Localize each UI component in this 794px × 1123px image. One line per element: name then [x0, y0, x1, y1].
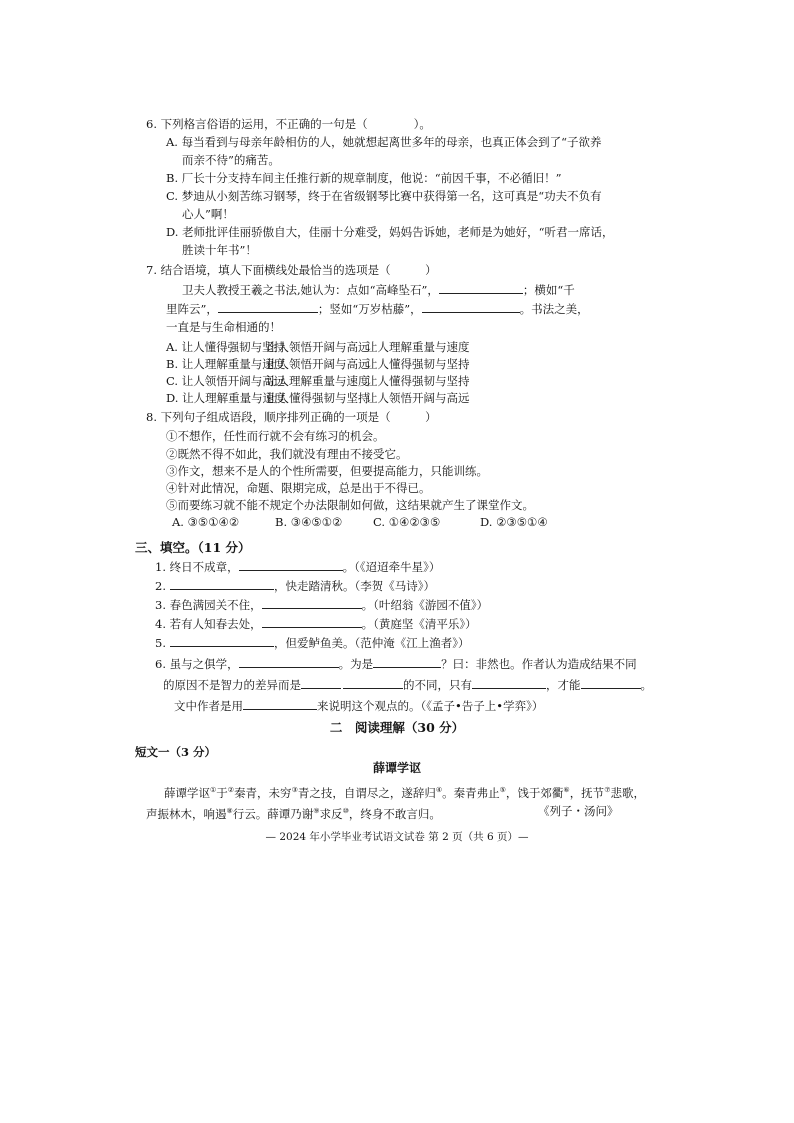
- q6-option-d-line1: D. 老师批评佳丽骄傲自大，佳丽十分难受，妈妈告诉她，老师是为她好，“听君一席话，: [166, 225, 614, 239]
- q7-option-text: 让人理解重量与速度: [366, 340, 470, 354]
- q7-text: ；竖如“万岁枯藤”，: [317, 302, 422, 316]
- q7-option-text: 让人懂得强韧与坚持: [366, 374, 470, 388]
- q7-text: 卫夫人教授王羲之书法,她认为：点如“高峰坠石”，: [182, 283, 439, 297]
- q8-choice-b: B. ③④⑤①②: [275, 515, 343, 529]
- fill-blank-2[interactable]: [170, 577, 274, 590]
- fill-text: 5.: [155, 636, 166, 650]
- passage-line-2: [146, 803, 441, 822]
- fill-text: 6. 虽与之俱学，: [155, 657, 239, 671]
- passage-text: 求反: [319, 806, 343, 821]
- q8-stem: 8. 下列句子组成语段，顺序排列正确的一项是（ ）: [146, 410, 437, 424]
- q8-sentence-1: ①不想作，任性而行就不会有练习的机会。: [166, 429, 385, 443]
- fill-item-4: [155, 615, 477, 632]
- q6-option-b: B. 厂长十分支持车间主任推行新的规章制度，他说：“前因千事，不必循旧！”: [166, 171, 562, 185]
- fill-blank-6e[interactable]: [472, 676, 546, 689]
- q7-blank-3[interactable]: [422, 300, 520, 313]
- q7-text: ；横如“千: [522, 283, 575, 297]
- q7-option-c: [166, 373, 470, 389]
- passage-text: 青之技，自谓尽之，遂辞归: [297, 785, 436, 800]
- fill-text: 。为是: [338, 657, 374, 671]
- fill-item-2: [155, 577, 435, 594]
- q8-choice-c: C. ①④②③⑤: [373, 515, 441, 529]
- fill-blank-6d[interactable]: [343, 676, 403, 689]
- q7-option-d: [166, 390, 470, 406]
- q7-passage-line3: 一直是与生命相通的！: [166, 320, 281, 334]
- q6-option-c-line1: C. 梦迪从小刻苦练习钢琴，终于在省级钢琴比赛中获得第一名，这可真是“功夫不负有: [166, 189, 602, 203]
- passage-text: 声振林木，响遏: [146, 806, 227, 821]
- fill-text: 。（《迢迢牵牛星》）: [342, 560, 441, 574]
- fill-text: 。: [640, 678, 652, 692]
- fill-blank-6a[interactable]: [239, 655, 339, 668]
- footnote-marker: ⑧: [226, 807, 233, 815]
- passage-text: 行云。薛谭乃谢: [232, 806, 314, 821]
- footnote-marker: ④: [435, 786, 443, 794]
- q7-option-text: A. 让人懂得强韧与坚持: [166, 340, 286, 354]
- fill-text: ，快走踏清秋。（李贺《马诗》）: [273, 579, 435, 593]
- fill-text: 的原因不是智力的差异而是: [163, 678, 301, 692]
- q7-passage-line1: [182, 281, 575, 298]
- fill-blank-6f[interactable]: [581, 676, 641, 689]
- q7-option-text: 让人领悟开阔与高远: [266, 357, 370, 371]
- q8-choice-a: A. ③⑤①④②: [172, 515, 240, 529]
- footnote-marker: ②: [227, 786, 235, 794]
- fill-blank-3[interactable]: [262, 596, 362, 609]
- q6-stem: 6. 下列格言俗语的运用，不正确的一句是（ ）。: [146, 117, 431, 131]
- q7-option-text: 让人理解重量与速度: [266, 374, 370, 388]
- q7-option-text: 让人领悟开阔与高远: [366, 391, 470, 405]
- q7-text: 里阵云”，: [166, 302, 218, 316]
- footnote-marker: ⑤: [499, 786, 506, 794]
- q6-option-c-line2: 心人”啊！: [182, 207, 234, 221]
- fill-blank-4[interactable]: [262, 615, 362, 628]
- footnote-marker: ①: [210, 786, 217, 794]
- footnote-marker: ⑥: [563, 786, 570, 794]
- passage-text: 薛谭学讴: [164, 785, 210, 800]
- passage-source: 《列子・汤问》: [538, 804, 619, 818]
- q7-passage-line2: [166, 300, 589, 317]
- footnote-marker: ⑩: [342, 807, 349, 815]
- fill-text: 来说明这个观点的。（《孟子•告子上•学弈》）: [317, 699, 544, 713]
- fill-text: 。（叶绍翁《游园不值》）: [361, 598, 489, 612]
- fill-item-3: [155, 596, 488, 613]
- fill-blank-1[interactable]: [239, 558, 343, 571]
- passage-text: ，终身不敢言归。: [348, 806, 441, 821]
- fill-item-6-line1: [155, 655, 637, 672]
- q7-option-text: 让人懂得强韧与坚持: [366, 357, 470, 371]
- passage-text: 悲歌，: [610, 785, 645, 800]
- fill-text: 1. 终日不成章，: [155, 560, 239, 574]
- fill-blank-6b[interactable]: [373, 655, 441, 668]
- footnote-marker: ⑨: [313, 807, 320, 815]
- section-fill-in-title: 三、填空。（11 分）: [135, 540, 251, 555]
- fill-text: 4. 若有人知春去处，: [155, 617, 262, 631]
- passage-label: 短文一（3 分）: [135, 745, 217, 759]
- q7-option-a: [166, 339, 470, 355]
- fill-text: 文中作者是用: [174, 699, 243, 713]
- fill-item-1: [155, 558, 440, 575]
- q7-option-text: 让人懂得强韧与坚持: [266, 391, 370, 405]
- q8-sentence-4: ④针对此情况，命题、限期完成，总是出于不得已。: [166, 481, 431, 495]
- q7-option-text: D. 让人理解重量与速度: [166, 391, 286, 405]
- fill-text: 3. 春色满园关不住，: [155, 598, 262, 612]
- q8-sentence-3: ③作文，想来不是人的个性所需要，但要提高能力，只能训练。: [166, 464, 488, 478]
- q7-text: 。书法之美，: [519, 302, 589, 316]
- passage-text: ，抚节: [569, 785, 605, 800]
- q8-sentence-5: ⑤而要练习就不能不规定个办法限制如何做，这结果就产生了课堂作文。: [166, 498, 534, 512]
- page-footer: — 2024 年小学毕业考试语文试卷 第 2 页（共 6 页）—: [265, 831, 529, 843]
- q7-option-text: C. 让人领悟开阔与高远: [166, 374, 286, 388]
- fill-text: ，但爱鲈鱼美。（范仲淹《江上渔者》）: [273, 636, 470, 650]
- fill-text: 2.: [155, 579, 166, 593]
- fill-text: 的不同，只有: [403, 678, 472, 692]
- q8-choice-d: D. ②③⑤①④: [480, 515, 548, 529]
- fill-text: ？曰：非然也。作者认为造成结果不同: [441, 657, 637, 671]
- fill-item-5: [155, 634, 469, 651]
- fill-blank-5[interactable]: [170, 634, 274, 647]
- passage-text: 于: [216, 785, 228, 800]
- fill-item-6-line3: [174, 697, 543, 714]
- passage-line-1: [164, 782, 645, 801]
- fill-text: ，才能: [546, 678, 581, 692]
- q6-option-a-line2: 而亲不待”的痛苦。: [182, 153, 280, 167]
- passage-text: 。秦青弗止: [442, 785, 500, 800]
- q6-option-a-line1: A. 每当看到与母亲年龄相仿的人，她就想起离世多年的母亲，也真正体会到了“子欲养: [166, 135, 602, 149]
- fill-item-6-line2: [163, 676, 652, 693]
- footnote-marker: ⑦: [604, 786, 611, 794]
- q7-blank-2[interactable]: [218, 300, 318, 313]
- q7-option-b: [166, 356, 470, 372]
- q6-option-d-line2: 胜读十年书”！: [182, 243, 257, 257]
- q7-stem: 7. 结合语境，填人下面横线处最恰当的选项是（ ）: [146, 263, 437, 277]
- footnote-marker: ③: [291, 786, 298, 794]
- q7-option-text: B. 让人理解重量与速度: [166, 357, 286, 371]
- fill-text: 。（黄庭坚《清平乐》）: [361, 617, 477, 631]
- passage-text: ，饯于郊衢: [505, 785, 564, 800]
- q7-blank-1[interactable]: [439, 281, 523, 294]
- q7-option-text: 让人领悟开阔与高远: [266, 340, 370, 354]
- passage-text: 秦青，未穷: [234, 785, 292, 800]
- q8-sentence-2: ②既然不得不如此，我们就没有理由不接受它。: [166, 447, 408, 461]
- passage-title: 薛谭学讴: [372, 761, 421, 775]
- fill-blank-6c[interactable]: [301, 676, 341, 689]
- section-reading-title: 二 阅读理解（30 分）: [329, 720, 465, 735]
- fill-blank-6g[interactable]: [243, 697, 317, 710]
